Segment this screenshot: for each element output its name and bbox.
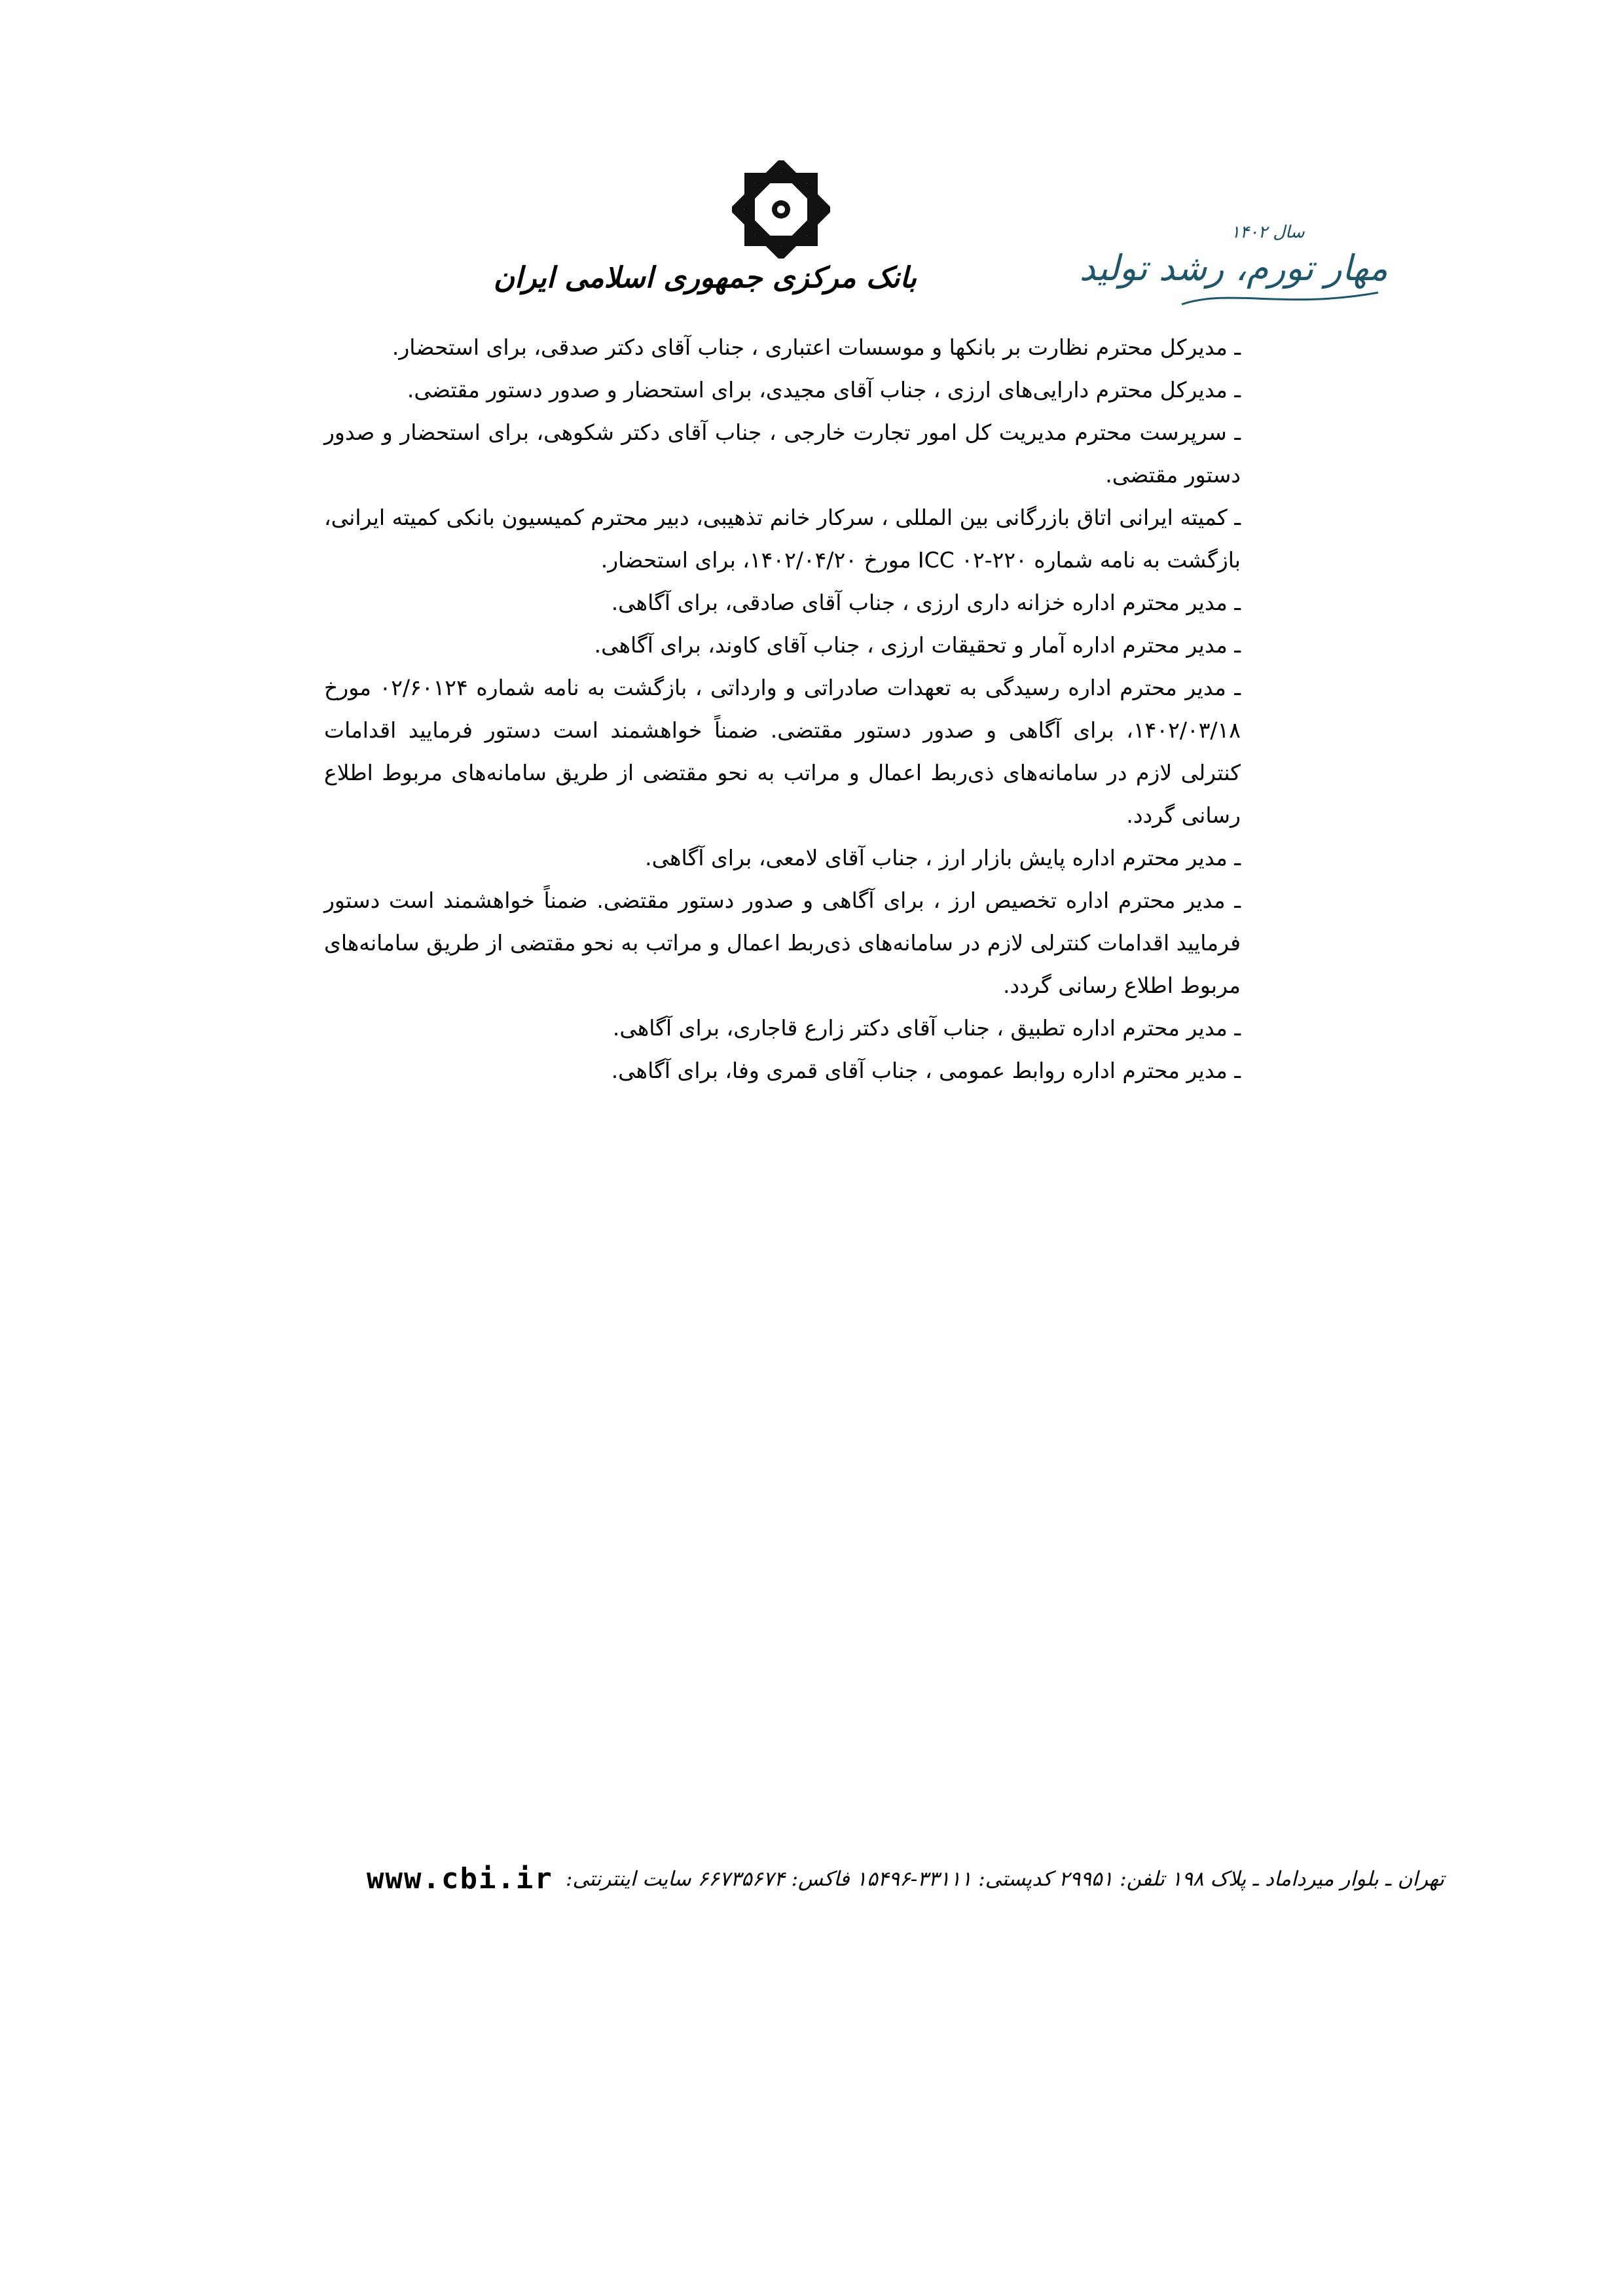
recipient-line: ـ کمیته ایرانی اتاق بازرگانی بین المللی ، سرکار خانم تذهیبی، دبیر محترم کمیسیون بانکی کمیته ایرانی، بازگشت به نامه شماره ۲۲۰-۰۲ ICC مورخ ۱۴۰۲/۰۴/۲۰، برای استحضار. [324, 505, 1241, 573]
recipient-line: ـ مدیرکل محترم دارایی‌های ارزی ، جناب آقای مجیدی، برای استحضار و صدور دستور مقتضی. [407, 377, 1241, 403]
recipients-list [324, 326, 1241, 1092]
recipient-line: ـ مدیر محترم اداره خزانه داری ارزی ، جناب آقای صادقی، برای آگاهی. [611, 590, 1241, 615]
slogan-year: سال ۱۴۰۲ [1231, 223, 1305, 242]
contact-address: تهران ـ بلوار میرداماد ـ پلاک ۱۹۸ تلفن: ۲۹۹۵۱ کدپستی: ۳۳۱۱۱-۱۵۴۹۶ فاکس: ۶۶۷۳۵۶۷۴ سایت اینترنتی: [566, 1867, 1445, 1891]
letter-footer [367, 1862, 1445, 1901]
recipient-line: ـ مدیر محترم اداره پایش بازار ارز ، جناب آقای لامعی، برای آگاهی. [645, 845, 1241, 870]
recipient-line: ـ مدیر محترم اداره آمار و تحقیقات ارزی ، جناب آقای کاوند، برای آگاهی. [594, 632, 1241, 658]
recipient-line: ـ مدیرکل محترم نظارت بر بانکها و موسسات اعتباری ، جناب آقای دکتر صدقی، برای استحضار. [392, 334, 1241, 360]
recipient-line: ـ سرپرست محترم مدیریت کل امور تجارت خارجی ، جناب آقای دکتر شکوهی، برای استحضار و صدور دستور مقتضی. [324, 420, 1241, 488]
central-bank-emblem-icon [732, 160, 830, 259]
slogan-swash-decoration [1178, 285, 1381, 311]
recipient-line: ـ مدیر محترم اداره تطبیق ، جناب آقای دکتر زارع قاجاری، برای آگاهی. [612, 1015, 1241, 1041]
slogan-text: مهار تورم، رشد تولید [1079, 247, 1388, 289]
recipient-line: ـ مدیر محترم اداره رسیدگی به تعهدات صادراتی و وارداتی ، بازگشت به نامه شماره ۰۲/۶۰۱۲۴ مورخ ۱۴۰۲/۰۳/۱۸، برای آگاهی و صدور دستور مقتضی. ضمناً خواهشمند است دستور فرمایید اقدامات کنترلی لازم در سامانه‌های ذی‌ربط اعمال و مراتب به نحو مقتضی از طریق سامانه‌های مربوط اطلاع رسانی گردد. [324, 675, 1241, 828]
website-link[interactable]: www.cbi.ir [367, 1862, 553, 1895]
year-slogan [1079, 223, 1388, 327]
recipient-line: ـ مدیر محترم اداره تخصیص ارز ، برای آگاهی و صدور دستور مقتضی. ضمناً خواهشمند است دستور فرمایید اقدامات کنترلی لازم در سامانه‌های ذی‌ربط اعمال و مراتب به نحو مقتضی از طریق سامانه‌های مربوط اطلاع رسانی گردد. [324, 888, 1241, 998]
recipient-line: ـ مدیر محترم اداره روابط عمومی ، جناب آقای قمری وفا، برای آگاهی. [611, 1058, 1241, 1083]
bank-name: بانک مرکزی جمهوری اسلامی ایران [493, 261, 917, 295]
